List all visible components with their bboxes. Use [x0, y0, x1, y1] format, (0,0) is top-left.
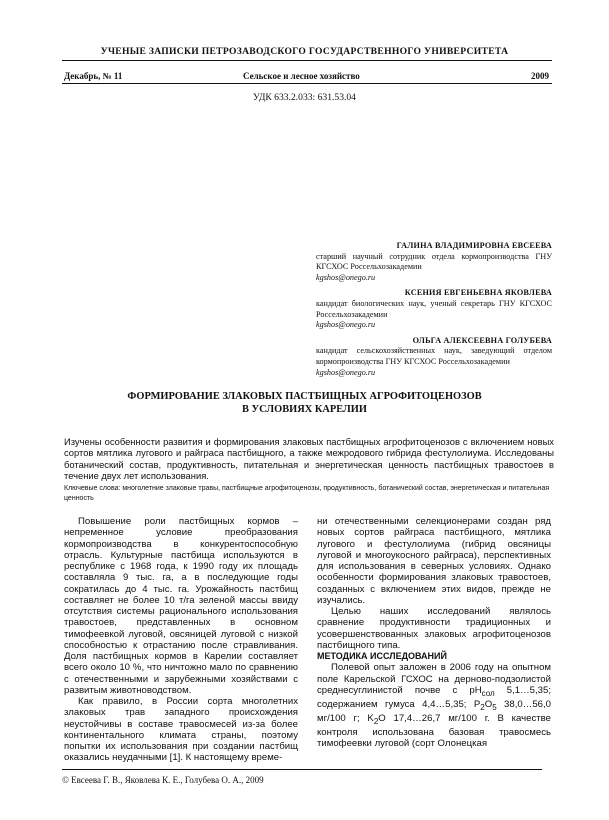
- section-label: Сельское и лесное хозяйство: [243, 71, 360, 81]
- subscript: сол: [481, 688, 495, 698]
- author-email[interactable]: kgshos@onego.ru: [316, 272, 376, 282]
- text-run: Полевой опыт заложен в 2006 году на опытном поле Карельской ГСХОС на дерново-подзолистой среднесуглинистой почве с pH: [317, 662, 551, 696]
- authors-block: [316, 241, 552, 383]
- text-run: O: [484, 698, 493, 710]
- subscript: 5: [492, 702, 497, 712]
- issue-label: Декабрь, № 11: [64, 71, 123, 81]
- keywords: Ключевые слова: многолетние злаковые травы, пастбищные агрофитоценозы, продуктивность, ботанический состав, энергетическая и питательная ценность: [64, 485, 550, 502]
- text-run: O 17,4…26,7 мг/100 г. В качестве контроля использована базовая травосмесь тимофеевки луговой (сорт Олонецкая: [317, 713, 551, 750]
- body-column-right: [317, 516, 551, 750]
- paragraph: Целью наших исследований являлось сравнение продуктивности традиционных и усовершенствованных злаковых агрофитоценозов пастбищного типа.: [317, 606, 551, 651]
- year-label: 2009: [531, 71, 549, 81]
- subscript: 2: [480, 702, 485, 712]
- author-name: КСЕНИЯ ЕВГЕНЬЕВНА ЯКОВЛЕВА: [404, 288, 552, 298]
- body-column-left: [64, 516, 298, 764]
- author-name: ГАЛИНА ВЛАДИМИРОВНА ЕВСЕЕВА: [396, 241, 552, 250]
- journal-title: УЧЕНЫЕ ЗАПИСКИ ПЕТРОЗАВОДСКОГО ГОСУДАРСТВЕННОГО УНИВЕРСИТЕТА: [100, 46, 509, 57]
- section-heading-methods: МЕТОДИКА ИССЛЕДОВАНИЙ: [317, 651, 447, 661]
- author-email[interactable]: kgshos@onego.ru: [316, 320, 376, 330]
- title-line-2: В УСЛОВИЯХ КАРЕЛИИ: [242, 404, 367, 415]
- author-entry: [316, 288, 552, 330]
- author-entry: [316, 336, 552, 378]
- text-run: 5,1…5,35; содержанием гумуса 4,4…5,35; P: [317, 684, 551, 710]
- text-run: 38,0…56,0 мг/100 г; K: [317, 698, 551, 725]
- article-title: [100, 390, 509, 416]
- paragraph: Как правило, в России сорта многолетних злаковых трав западного происхождения неустойчивы в составе травосмесей из-за более континентального климата страны, поэтому попытки их использования при создании пастбищ оказались неудачными [1]. К настоящему време-: [64, 696, 298, 764]
- header-rule-top: [62, 60, 552, 61]
- udk-code: УДК 633.2.033: 631.53.04: [253, 92, 356, 103]
- author-name: ОЛЬГА АЛЕКСЕЕВНА ГОЛУБЕВА: [412, 335, 552, 345]
- author-position: кандидат сельскохозяйственных наук, заведующий отделом кормопроизводства ГНУ КГСХОС Россельхозакадемии: [316, 346, 552, 366]
- author-email[interactable]: kgshos@onego.ru: [316, 367, 376, 377]
- author-position: кандидат биологических наук, ученый секретарь ГНУ КГСХОС Россельхозакадемии: [316, 298, 552, 319]
- title-line-1: ФОРМИРОВАНИЕ ЗЛАКОВЫХ ПАСТБИЩНЫХ АГРОФИТОЦЕНОЗОВ: [127, 391, 482, 402]
- copyright-note: © Евсеева Г. В., Яковлева К. Е., Голубева О. А., 2009: [62, 769, 542, 785]
- paragraph: ни отечественными селекционерами создан ряд новых сортов райграса пастбищного, мятлика лугового и фестулолиума (гибрид овсяницы луговой и многоукосного райграса), перспективных для использования в северных условиях. Однако особенности формирования злаковых травостоев, созданных с включением этих видов, прежде не изучались.: [317, 516, 551, 606]
- abstract: Изучены особенности развития и формирования злаковых пастбищных агрофитоценозов с включением новых сортов мятлика лугового и райграса пастбищного, а также межродового гибрида фестулолиума. Исследованы ботанический состав, продуктивность, питательная и энергетическая ценность пастбищных травостоев в течение двух лет использования.: [64, 436, 554, 481]
- paragraph: Повышение роли пастбищных кормов – непременное условие преобразования кормопроизводства в конкурентоспособную отрасль. Культурные пастбища используются в республике с 1968 года, к 1990 году их площадь составляла 9 тыс. га, а в последующие годы сократилась до 4 тыс. га. Урожайность пастбищ составляет не более 10 т/га зеленой массы ввиду отсутствия системы рационального использования травостоев, представленных в основном тимофеевкой луговой, овсяницей луговой с низкой способностью к отрастанию после стравливания. Доля пастбищных кормов в Карелии составляет всего около 10 %, что ничтожно мало по сравнению с отечественными и зарубежными хозяйствами с развитым животноводством.: [64, 516, 298, 696]
- author-position: старший научный сотрудник отдела кормопроизводства ГНУ КГСХОС Россельхозакадемии: [316, 251, 552, 272]
- header-rule-bottom: [62, 83, 552, 84]
- author-entry: [316, 241, 552, 283]
- paragraph: [317, 662, 551, 749]
- subscript: 2: [373, 716, 379, 726]
